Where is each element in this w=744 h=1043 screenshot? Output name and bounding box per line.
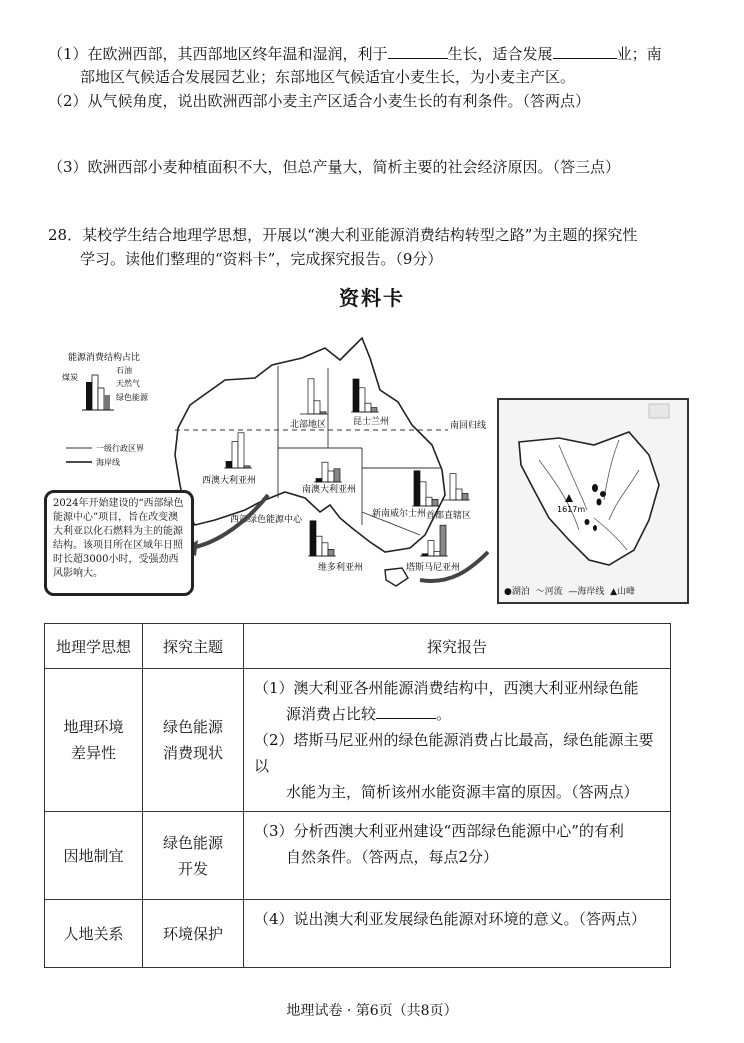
q27-part3: （3）欧洲西部小麦种植面积不大，但总产量大，简析主要的社会经济原因。（答三点） — [48, 158, 621, 176]
bar-新南威尔士州-天然气 — [426, 497, 432, 506]
bar-塔斯马尼亚州-石油 — [428, 541, 434, 556]
energy-legend-title: 能源消费结构占比 — [68, 353, 141, 363]
energy-legend — [62, 365, 149, 410]
bar-新南威尔士州-绿色能源 — [432, 499, 438, 506]
table-row — [45, 900, 671, 968]
report-cell: （1）澳大利亚各州能源消费结构中，西澳大利亚州绿色能 源消费占比较 。 （2）塔斯马尼亚州的绿色能源消费占比最高，绿色能源主要以 水能为主，简析该州水能资源丰富的原因。（答两点） — [244, 669, 671, 812]
report-cell: （3）分析西澳大利亚州建设“西部绿色能源中心”的有利 自然条件。（答两点，每点2分） — [244, 812, 671, 900]
topic-cell: 绿色能源 消费现状 — [143, 669, 244, 812]
tasmania-detail-map — [497, 398, 689, 604]
header-idea: 地理学思想 — [45, 624, 143, 669]
region-label: 新南威尔士州 — [372, 509, 427, 519]
region-label: 北部地区 — [290, 420, 327, 430]
bar-南澳大利亚州-天然气 — [328, 471, 334, 482]
region-label: 首都直辖区 — [426, 511, 472, 521]
lake-icon: ● — [504, 587, 512, 597]
report-table — [44, 623, 671, 968]
peak-icon: ▲ — [610, 587, 618, 597]
bar-首都直辖区-石油 — [450, 474, 456, 500]
answer-blank[interactable] — [553, 42, 617, 59]
bar-维多利亚州-天然气 — [322, 543, 328, 556]
tasmania-small — [385, 568, 408, 586]
legend-coal: 煤炭 — [62, 373, 78, 382]
bar-西澳大利亚州-煤炭 — [226, 461, 232, 468]
idea-cell: 因地制宜 — [45, 812, 143, 900]
callout-box: 2024年开始建设的“西部绿色能源中心”项目，旨在改变澳大利亚以化石燃料为主的能源结构。该项目所在区域年日照时长超3000小时，受强劲西风影响大。 — [44, 490, 194, 596]
tasmania-svg — [499, 400, 687, 602]
green-energy-center-label: 西部绿色能源中心 — [230, 515, 303, 525]
river-icon: 〜 — [535, 587, 545, 597]
topic-cell: 绿色能源 开发 — [143, 812, 244, 900]
q28-line2: 学习。读他们整理的“资料卡”，完成探究报告。（9分） — [80, 250, 443, 268]
bar-昆士兰州-煤炭 — [353, 379, 359, 412]
topic-cell: 环境保护 — [143, 900, 244, 968]
table-row — [45, 669, 671, 812]
legend-oil: 石油 — [116, 366, 132, 375]
idea-cell: 人地关系 — [45, 900, 143, 968]
legend-green: 绿色能源 — [116, 393, 148, 402]
region-label: 昆士兰州 — [353, 417, 390, 427]
bar-新南威尔士州-石油 — [420, 482, 426, 506]
bar-维多利亚州-石油 — [316, 536, 322, 556]
legend-boundary: 一级行政区界 — [96, 444, 144, 453]
bar-南澳大利亚州-绿色能源 — [334, 469, 340, 482]
header-topic: 探究主题 — [143, 624, 244, 669]
bar-昆士兰州-绿色能源 — [371, 408, 377, 412]
peak-elevation: 1617m — [557, 505, 586, 514]
bar-昆士兰州-天然气 — [365, 403, 371, 412]
tasmania-legend: ●湖泊 〜河流 —海岸线 ▲山峰 — [504, 587, 636, 597]
bar-维多利亚州-煤炭 — [310, 521, 316, 556]
region-label: 西澳大利亚州 — [202, 476, 257, 486]
bar-昆士兰州-石油 — [359, 388, 365, 412]
q27-part1-line1: （1）在欧洲西部，其西部地区终年温和湿润，利于 生长，适合发展 业；南 — [48, 42, 662, 65]
q27-part1-line2: 部地区气候适合发展园艺业；东部地区气候适宜小麦生长，为小麦主产区。 — [80, 68, 576, 86]
table-row — [45, 812, 671, 900]
bar-南澳大利亚州-石油 — [322, 462, 328, 482]
answer-blank[interactable] — [376, 702, 436, 719]
bar-南澳大利亚州-煤炭 — [316, 478, 322, 482]
bar-塔斯马尼亚州-天然气 — [434, 552, 440, 556]
tasmania-coast — [519, 432, 659, 565]
bar-首都直辖区-绿色能源 — [462, 493, 468, 500]
idea-cell: 地理环境 差异性 — [45, 669, 143, 812]
answer-blank[interactable] — [388, 42, 448, 59]
mainland-coastline — [175, 338, 445, 552]
bar-西澳大利亚州-天然气 — [238, 433, 244, 468]
coastline-icon: — — [568, 587, 578, 597]
bar-塔斯马尼亚州-绿色能源 — [440, 525, 446, 556]
bar-北部地区-天然气 — [314, 401, 320, 414]
region-label: 塔斯马尼亚州 — [406, 563, 461, 573]
region-label: 维多利亚州 — [318, 563, 364, 573]
bar-首都直辖区-天然气 — [456, 489, 462, 500]
bar-维多利亚州-绿色能源 — [328, 549, 334, 556]
card-title: 资料卡 — [339, 286, 405, 310]
bar-西澳大利亚州-石油 — [232, 442, 238, 468]
line-legend — [66, 443, 144, 467]
region-label: 南澳大利亚州 — [302, 485, 357, 495]
q28-line1: 28．某校学生结合地理学思想，开展以“澳大利亚能源消费结构转型之路”为主题的探究性 — [48, 226, 638, 244]
report-cell: （4）说出澳大利亚发展绿色能源对环境的意义。（答两点） — [244, 900, 671, 968]
q27-part2: （2）从气候角度，说出欧洲西部小麦主产区适合小麦生长的有利条件。（答两点） — [48, 92, 591, 110]
legend-coastline: 海岸线 — [96, 458, 120, 467]
legend-gas: 天然气 — [116, 379, 140, 388]
tropic-label: 南回归线 — [450, 421, 487, 431]
bar-北部地区-石油 — [308, 379, 314, 414]
header-report: 探究报告 — [244, 624, 671, 669]
page-footer: 地理试卷 · 第6页（共8页） — [286, 1003, 458, 1019]
bar-新南威尔士州-煤炭 — [414, 471, 420, 506]
